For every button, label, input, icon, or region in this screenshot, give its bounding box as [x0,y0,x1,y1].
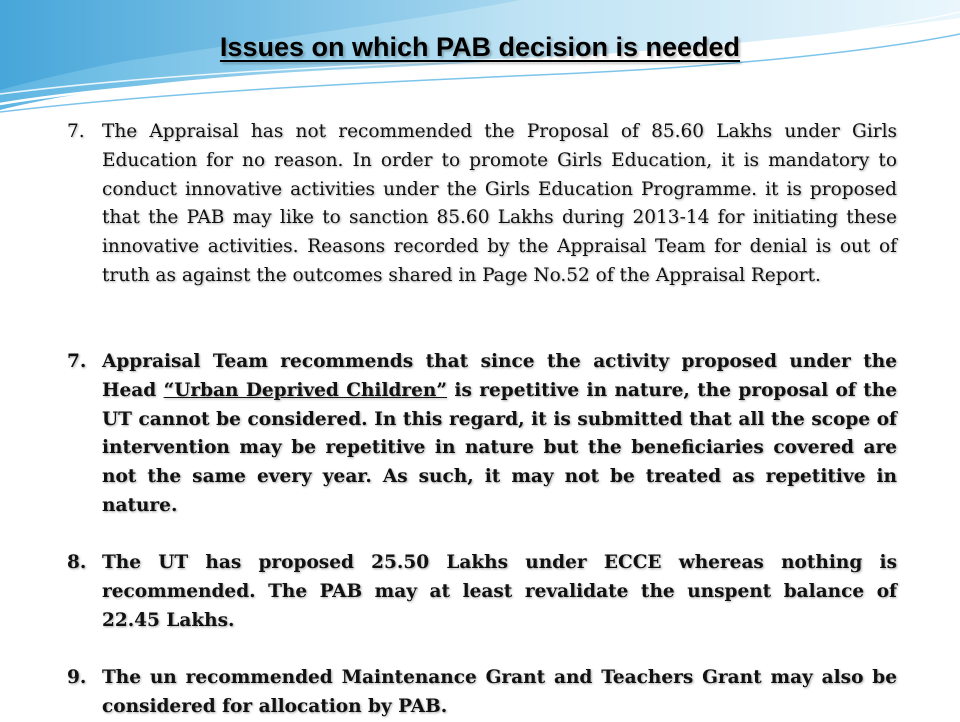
list-item [67,118,897,291]
item-text: The UT has proposed 25.50 Lakhs under ECCE whereas nothing is recommended. The PAB may at least revalidate the unspent balance of 22.45 Lakhs. [102,552,897,631]
item-text [102,348,897,521]
item-text-part: Appraisal Team recommends that since the activity proposed under the Head [102,351,897,401]
item-number: 7. [67,121,85,142]
list-item [67,549,897,635]
item-text: The Appraisal has not recommended the Proposal of 85.60 Lakhs under Girls Education for no reason. In order to promote Girls Education, it is mandatory to conduct innovative activities under the Girls Education Programme. it is proposed that the PAB may like to sanction 85.60 Lakhs during 2013-14 for initiating these innovative activities. Reasons recorded by the Appraisal Team for denial is out of truth as against the outcomes shared in Page No.52 of the Appraisal Report. [102,121,897,286]
item-number: 9. [67,667,87,688]
list-item [67,664,897,722]
list-item [67,348,897,521]
item-number: 8. [67,552,87,573]
urban-deprived-children-term: “Urban Deprived Children” [163,379,448,401]
item-text: The un recommended Maintenance Grant and Teachers Grant may also be considered for allocation by PAB. [102,667,897,717]
page-title: Issues on which PAB decision is needed [219,32,741,62]
item-number: 7. [67,351,87,372]
item-text-part: is repetitive in nature, the proposal of the UT cannot be considered. In this regard, it is submitted that all the scope of intervention may be repetitive in nature but the beneficiaries covered are not the same every year. As such, it may not be treated as repetitive in nature. [102,379,897,516]
